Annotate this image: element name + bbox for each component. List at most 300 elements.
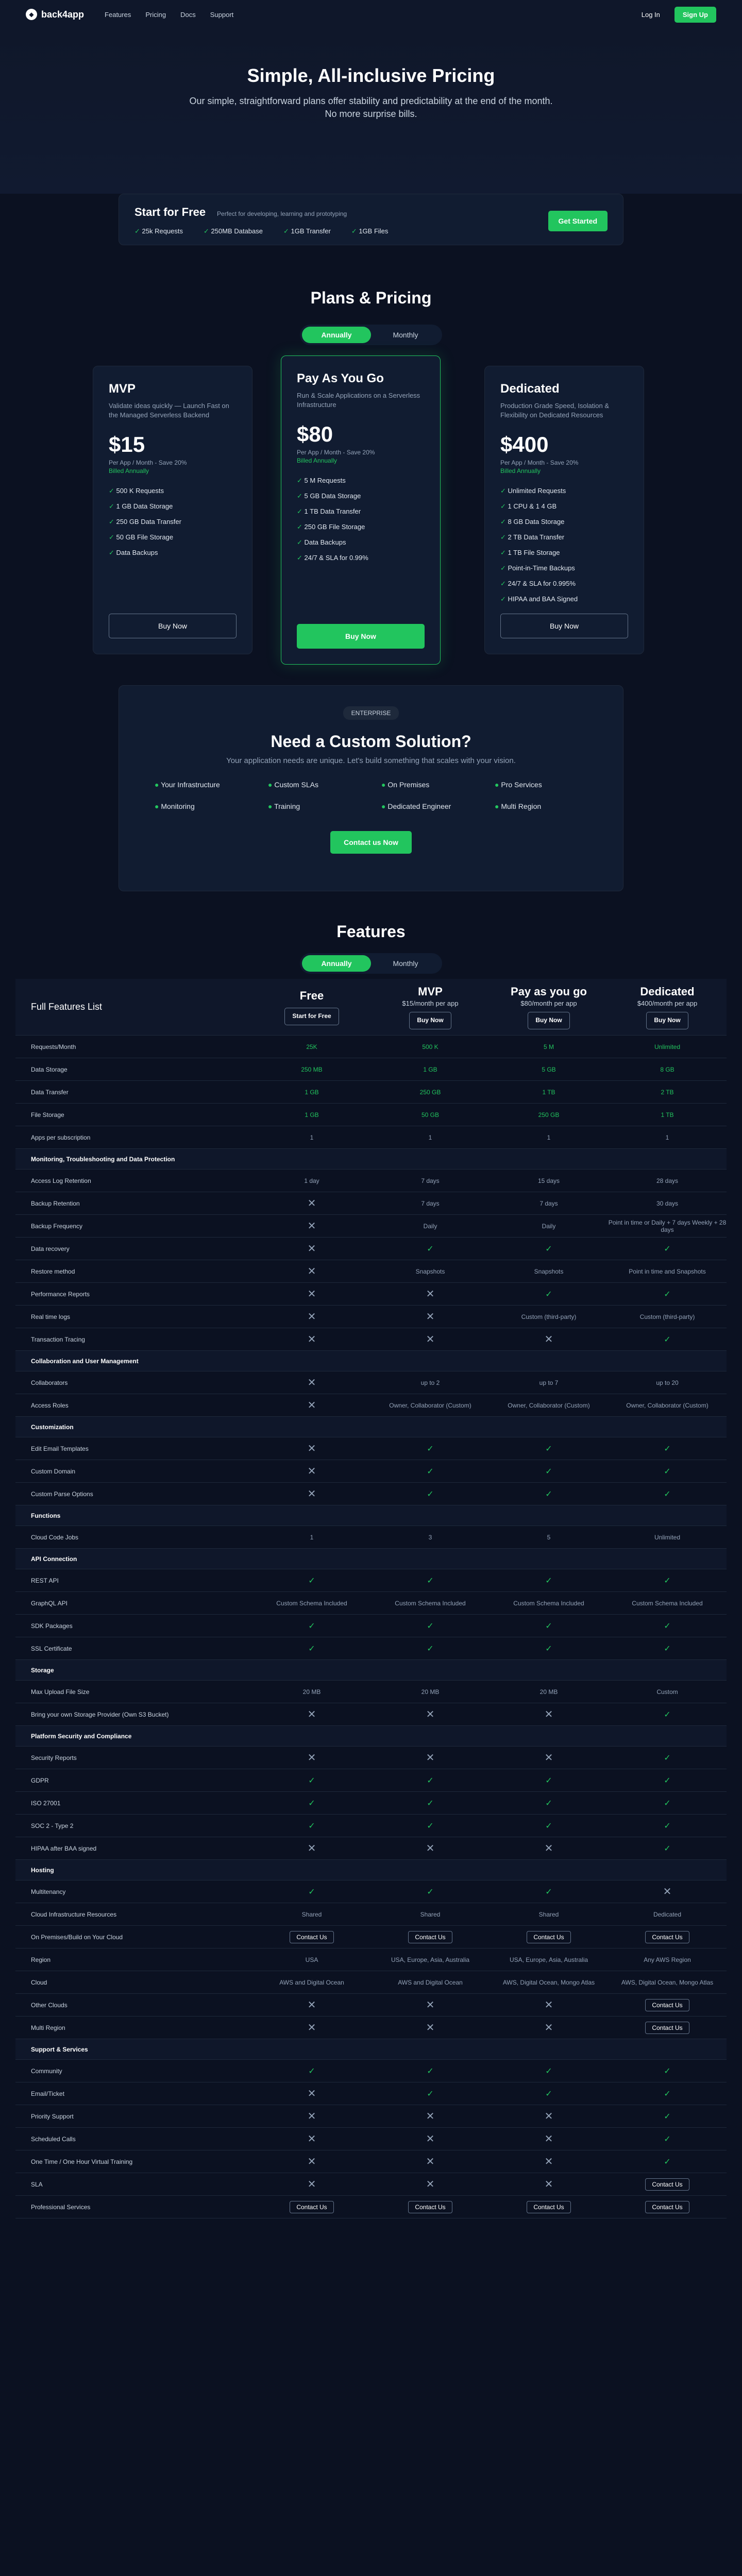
table-cell xyxy=(252,1177,371,1184)
plan-per: Per App / Month - Save 20% xyxy=(500,459,579,466)
table-cell xyxy=(371,2089,490,2099)
custom-item: ● Your Infrastructure xyxy=(155,781,247,789)
toggle-annually[interactable]: Annually xyxy=(302,955,371,972)
plan-feature: ✓ 1 TB Data Transfer xyxy=(297,507,425,516)
row-label: Security Reports xyxy=(31,1754,77,1761)
table-cell xyxy=(608,1066,727,1073)
cross-icon: ✕ xyxy=(544,2022,553,2033)
table-cell xyxy=(608,2201,727,2213)
check-icon: ✓ xyxy=(664,1335,671,1344)
check-icon: ✓ xyxy=(427,1799,434,1808)
table-cell xyxy=(490,2110,608,2123)
table-cell xyxy=(371,1402,490,1409)
toggle-monthly[interactable]: Monthly xyxy=(393,331,418,339)
buy-now-button[interactable]: Buy Now xyxy=(528,1012,569,1029)
table-cell xyxy=(608,1177,727,1184)
table-cell xyxy=(608,1843,727,1854)
table-cell xyxy=(490,2201,608,2213)
check-icon: ✓ xyxy=(664,1821,671,1831)
check-icon: ✓ xyxy=(427,1489,434,1499)
cell-value: Custom Schema Included xyxy=(632,1599,703,1607)
table-row xyxy=(15,1637,727,1660)
check-icon: ✓ xyxy=(545,1821,552,1831)
plan-name: Pay As You Go xyxy=(297,371,384,385)
contact-us-button[interactable]: Contact Us xyxy=(645,1931,689,1943)
contact-us-button[interactable]: Contact Us xyxy=(645,1999,689,2011)
table-cell xyxy=(371,1842,490,1855)
start-free-item: ✓ 1GB Transfer xyxy=(283,227,331,235)
table-cell xyxy=(252,1887,371,1897)
table-cell xyxy=(608,1534,727,1541)
table-row xyxy=(15,1283,727,1306)
table-cell xyxy=(608,1200,727,1207)
custom-item: ● Multi Region xyxy=(495,802,587,810)
table-cell xyxy=(252,1310,371,1323)
buy-now-button[interactable]: Buy Now xyxy=(297,624,425,649)
check-icon: ✓ xyxy=(545,1467,552,1476)
plan-price: $80 xyxy=(297,422,333,446)
table-cell xyxy=(608,1313,727,1320)
table-row xyxy=(15,1792,727,1815)
table-cell xyxy=(252,1979,371,1986)
table-group-row xyxy=(15,1417,727,1437)
custom-item: ● Monitoring xyxy=(155,802,247,810)
table-cell xyxy=(252,2066,371,2076)
table-row xyxy=(15,1592,727,1615)
table-cell xyxy=(371,1466,490,1477)
plan-save: Billed Annually xyxy=(500,467,541,474)
cell-value: 1 GB xyxy=(423,1065,437,1073)
table-cell xyxy=(490,1466,608,1477)
buy-now-button[interactable]: Buy Now xyxy=(646,1012,688,1029)
table-group-row xyxy=(15,1726,727,1747)
plan-save: Billed Annually xyxy=(297,457,338,464)
contact-us-button[interactable]: Contact Us xyxy=(408,1931,452,1943)
table-cell xyxy=(490,2066,608,2076)
table-cell xyxy=(608,1621,727,1631)
plan-feature: ✓ 1 GB Data Storage xyxy=(109,502,237,511)
table-row xyxy=(15,1880,727,1903)
cell-value: Shared xyxy=(420,1910,441,1918)
table-cell xyxy=(371,1998,490,2011)
table-cell xyxy=(608,1575,727,1586)
cross-icon: ✕ xyxy=(426,2179,435,2190)
table-cell xyxy=(252,2132,371,2145)
table-cell xyxy=(490,1575,608,1586)
plan-card-mvp xyxy=(93,366,252,654)
check-icon: ✓ xyxy=(664,2089,671,2098)
get-started-button[interactable]: Get Started xyxy=(548,211,608,231)
table-cell xyxy=(371,1979,490,1986)
cross-icon: ✕ xyxy=(307,2088,316,2099)
table-cell xyxy=(252,1242,371,1255)
cell-value: AWS, Digital Ocean, Mongo Atlas xyxy=(502,1978,595,1986)
table-cell xyxy=(490,2132,608,2145)
table-cell xyxy=(608,2111,727,2122)
row-label: Region xyxy=(31,1956,51,1963)
contact-us-button[interactable]: Contact Us xyxy=(645,2201,689,2213)
buy-now-button[interactable]: Buy Now xyxy=(500,614,628,638)
table-row xyxy=(15,2016,727,2039)
cell-value: Daily xyxy=(542,1222,556,1230)
table-cell xyxy=(371,1798,490,1808)
table-cell xyxy=(490,1200,608,1207)
check-icon: ✓ xyxy=(308,1821,315,1831)
toggle-monthly[interactable]: Monthly xyxy=(393,959,418,968)
custom-item: ● Pro Services xyxy=(495,781,587,789)
cross-icon: ✕ xyxy=(307,1999,316,2011)
table-cell xyxy=(608,2089,727,2099)
table-cell xyxy=(608,1775,727,1786)
check-icon: ✓ xyxy=(308,1776,315,1785)
table-cell xyxy=(252,1219,371,1232)
table-cell xyxy=(371,2110,490,2123)
cell-value: Dedicated xyxy=(653,1910,682,1918)
plan-feature: ✓ 24/7 & SLA for 0.99% xyxy=(297,554,425,562)
table-cell xyxy=(252,1487,371,1500)
cross-icon: ✕ xyxy=(544,1334,553,1345)
table-cell xyxy=(490,1289,608,1299)
table-cell xyxy=(490,1223,608,1230)
table-cell xyxy=(252,1956,371,1963)
contact-us-button[interactable]: Contact Us xyxy=(408,2201,452,2213)
cell-value: Shared xyxy=(538,1910,559,1918)
plan-feature: ✓ Data Backups xyxy=(109,549,237,557)
contact-us-button[interactable]: Contact Us xyxy=(290,2201,333,2213)
cell-value: 500 K xyxy=(422,1043,439,1050)
check-icon: ✓ xyxy=(664,1644,671,1653)
table-cell xyxy=(371,1911,490,1918)
contact-us-button[interactable]: Contact Us xyxy=(645,2178,689,2191)
table-cell xyxy=(252,1751,371,1764)
table-cell xyxy=(371,1534,490,1541)
column-free xyxy=(252,989,371,1025)
row-label: Access Roles xyxy=(31,1401,69,1409)
plan-feature: ✓ 2 TB Data Transfer xyxy=(500,533,628,541)
table-cell xyxy=(252,2087,371,2100)
table-cell xyxy=(371,2021,490,2034)
cell-value: 1 xyxy=(665,1133,669,1141)
check-icon: ✓ xyxy=(545,2089,552,2098)
check-icon: ✓ xyxy=(664,1244,671,1253)
table-cell xyxy=(490,1931,608,1943)
table-cell xyxy=(490,1402,608,1409)
cell-value: Custom Schema Included xyxy=(513,1599,584,1607)
table-row xyxy=(15,1328,727,1351)
table-cell xyxy=(252,1089,371,1096)
row-label: Cloud xyxy=(31,1978,47,1986)
plan-feature: ✓ 5 M Requests xyxy=(297,477,425,485)
buy-now-button[interactable]: Buy Now xyxy=(109,614,237,638)
column-mvp xyxy=(371,985,490,1029)
row-label: SOC 2 - Type 2 xyxy=(31,1822,74,1829)
cell-value: 250 GB xyxy=(419,1088,441,1096)
cell-value: 20 MB xyxy=(421,1688,440,1696)
cell-value: up to 7 xyxy=(539,1379,559,1386)
check-icon: ✓ xyxy=(545,1621,552,1631)
column-price: $15/month per app xyxy=(402,999,459,1007)
row-label: REST API xyxy=(31,1577,59,1584)
table-cell xyxy=(252,1197,371,1210)
table-group-row xyxy=(15,1149,727,1170)
signup-button[interactable]: Sign Up xyxy=(674,7,716,23)
table-cell xyxy=(490,1134,608,1141)
custom-solution-card xyxy=(119,685,623,891)
table-row xyxy=(15,1837,727,1860)
table-cell xyxy=(608,2134,727,2144)
check-icon: ✓ xyxy=(664,1576,671,1585)
contact-us-button[interactable]: Contact Us xyxy=(645,2022,689,2034)
cross-icon: ✕ xyxy=(307,1377,316,1388)
row-label: Data recovery xyxy=(31,1245,70,1252)
cell-value: 50 GB xyxy=(421,1111,440,1118)
row-label: Access Log Retention xyxy=(31,1177,91,1184)
plan-save: Billed Annually xyxy=(109,467,149,474)
check-icon: ✓ xyxy=(664,1444,671,1453)
cell-value: Snapshots xyxy=(534,1267,564,1275)
row-label: Scheduled Calls xyxy=(31,2135,76,2143)
cell-value: Unlimited xyxy=(654,1533,680,1541)
cell-value: 1 TB xyxy=(661,1111,674,1118)
cross-icon: ✕ xyxy=(307,1488,316,1500)
check-icon: ✓ xyxy=(427,1576,434,1585)
table-cell xyxy=(371,1379,490,1386)
cell-value: AWS and Digital Ocean xyxy=(398,1978,463,1986)
plan-desc: Validate ideas quickly — Launch Fast on the Managed Serverless Backend xyxy=(109,402,229,419)
check-icon: ✓ xyxy=(427,2066,434,2076)
table-row xyxy=(15,2128,727,2150)
group-label: Functions xyxy=(31,1512,61,1519)
check-icon: ✓ xyxy=(545,1644,552,1653)
plan-feature: ✓ 1 CPU & 1 4 GB xyxy=(500,502,628,511)
nav-actions xyxy=(633,7,716,23)
table-cell xyxy=(490,1708,608,1721)
cell-value: Unlimited xyxy=(654,1043,680,1050)
table-cell xyxy=(608,1379,727,1386)
table-row xyxy=(15,1615,727,1637)
table-cell xyxy=(252,2021,371,2034)
plan-feature: ✓ Point-in-Time Backups xyxy=(500,564,628,572)
check-icon: ✓ xyxy=(664,1467,671,1476)
table-cell xyxy=(371,2201,490,2213)
table-cell xyxy=(252,1287,371,1300)
table-cell xyxy=(490,1821,608,1831)
row-label: Cloud Infrastructure Resources xyxy=(31,1910,117,1918)
row-label: File Storage xyxy=(31,1111,64,1118)
table-cell xyxy=(371,1223,490,1230)
table-group-row xyxy=(15,1351,727,1371)
contact-us-button[interactable]: Contact Us xyxy=(290,1931,333,1943)
cross-icon: ✕ xyxy=(307,2022,316,2033)
row-label: Transaction Tracing xyxy=(31,1335,85,1343)
table-cell xyxy=(252,1134,371,1141)
table-cell xyxy=(252,1265,371,1278)
cross-icon: ✕ xyxy=(307,1466,316,1477)
nav-link-pricing[interactable]: Pricing xyxy=(145,10,166,19)
column-name: Free xyxy=(299,989,324,1003)
check-icon: ✓ xyxy=(664,1753,671,1762)
plan-feature: ✓ 250 GB File Storage xyxy=(297,523,425,531)
cell-value: 2 TB xyxy=(661,1088,674,1096)
contact-us-button[interactable]: Contact us Now xyxy=(330,831,412,854)
table-cell xyxy=(490,1979,608,1986)
start-free-item: ✓ 250MB Database xyxy=(204,227,263,235)
table-cell xyxy=(371,2132,490,2145)
row-label: GDPR xyxy=(31,1776,49,1784)
start-free-item: ✓ 1GB Files xyxy=(351,227,389,235)
cell-value: 25K xyxy=(306,1043,317,1050)
row-label: Requests/Month xyxy=(31,1043,76,1050)
table-cell xyxy=(608,1489,727,1499)
table-cell xyxy=(490,1887,608,1897)
table-cell xyxy=(252,1043,371,1050)
column-name: Pay as you go xyxy=(511,985,587,998)
table-cell xyxy=(371,1775,490,1786)
custom-subtitle: Your application needs are unique. Let's build something that scales with your vision. xyxy=(226,756,516,765)
cell-value: 28 days xyxy=(656,1177,679,1184)
plan-feature: ✓ 8 GB Data Storage xyxy=(500,518,628,526)
table-row xyxy=(15,1994,727,2016)
cross-icon: ✕ xyxy=(307,1243,316,1255)
row-label: Backup Retention xyxy=(31,1199,80,1207)
table-cell xyxy=(608,1956,727,1963)
table-cell xyxy=(490,1956,608,1963)
cell-value: 1 xyxy=(310,1533,314,1541)
table-cell xyxy=(608,1753,727,1763)
check-icon: ✓ xyxy=(664,2066,671,2076)
cross-icon: ✕ xyxy=(307,1311,316,1323)
contact-us-button[interactable]: Contact Us xyxy=(527,1931,570,1943)
cross-icon: ✕ xyxy=(426,1999,435,2011)
table-cell xyxy=(371,1200,490,1207)
cell-value: 5 M xyxy=(543,1043,554,1050)
login-link[interactable]: Log In xyxy=(641,10,660,19)
table-cell xyxy=(252,1465,371,1478)
toggle-annually[interactable]: Annually xyxy=(302,327,371,343)
table-row xyxy=(15,1081,727,1104)
group-label: Collaboration and User Management xyxy=(31,1357,139,1365)
plan-feature: ✓ 500 K Requests xyxy=(109,487,237,495)
table-cell xyxy=(371,2066,490,2076)
table-cell xyxy=(371,1244,490,1254)
check-icon: ✓ xyxy=(308,1799,315,1808)
table-cell xyxy=(252,1066,371,1073)
cross-icon: ✕ xyxy=(544,2111,553,2122)
custom-item: ● Training xyxy=(268,802,361,810)
table-cell xyxy=(371,1111,490,1118)
start-free-button[interactable]: Start for Free xyxy=(284,1008,339,1025)
cell-value: Owner, Collaborator (Custom) xyxy=(389,1401,471,1409)
cross-icon: ✕ xyxy=(307,1266,316,1277)
cell-value: USA xyxy=(305,1956,318,1963)
table-cell xyxy=(608,1268,727,1275)
table-cell xyxy=(371,1643,490,1654)
cell-value: Point in time and Snapshots xyxy=(629,1267,706,1275)
custom-item: ● Custom SLAs xyxy=(268,781,361,789)
table-cell xyxy=(490,1177,608,1184)
custom-item: ● On Premises xyxy=(381,781,474,789)
table-row xyxy=(15,1104,727,1126)
table-cell xyxy=(490,1066,608,1073)
table-cell xyxy=(252,1798,371,1808)
custom-features-grid xyxy=(119,781,623,810)
plan-feature: ✓ Data Backups xyxy=(297,538,425,547)
table-row xyxy=(15,1526,727,1549)
cell-value: 15 days xyxy=(537,1177,560,1184)
table-group-row xyxy=(15,1860,727,1880)
check-icon: ✓ xyxy=(427,1887,434,1896)
nav-link-docs[interactable]: Docs xyxy=(180,10,196,19)
table-row xyxy=(15,1815,727,1837)
table-cell xyxy=(252,1911,371,1918)
nav-link-features[interactable]: Features xyxy=(105,10,131,19)
table-body xyxy=(15,1036,727,2218)
check-icon: ✓ xyxy=(427,1467,434,1476)
table-header xyxy=(15,979,727,1036)
table-cell xyxy=(371,1043,490,1050)
contact-us-button[interactable]: Contact Us xyxy=(527,2201,570,2213)
row-label: Multitenancy xyxy=(31,1888,66,1895)
cell-value: 5 GB xyxy=(542,1065,556,1073)
table-row xyxy=(15,1260,727,1283)
cell-value: 7 days xyxy=(421,1199,440,1207)
table-cell xyxy=(490,1268,608,1275)
check-icon: ✓ xyxy=(427,2089,434,2098)
table-cell xyxy=(490,1489,608,1499)
table-row xyxy=(15,2060,727,2082)
table-cell xyxy=(371,1621,490,1631)
table-cell xyxy=(608,1219,727,1233)
row-label: Edit Email Templates xyxy=(31,1445,89,1452)
table-row xyxy=(15,1971,727,1994)
table-cell xyxy=(490,1043,608,1050)
features-title: Features xyxy=(336,922,406,941)
table-cell xyxy=(371,1066,490,1073)
table-cell xyxy=(252,1333,371,1346)
check-icon: ✓ xyxy=(545,2066,552,2076)
table-cell xyxy=(371,1333,490,1346)
nav-link-support[interactable]: Support xyxy=(210,10,234,19)
cross-icon: ✕ xyxy=(426,1334,435,1345)
cross-icon: ✕ xyxy=(544,2179,553,2190)
check-icon: ✓ xyxy=(545,1799,552,1808)
buy-now-button[interactable]: Buy Now xyxy=(409,1012,451,1029)
table-cell xyxy=(608,1043,727,1050)
cross-icon: ✕ xyxy=(544,1999,553,2011)
table-row xyxy=(15,1569,727,1592)
enterprise-badge: ENTERPRISE xyxy=(343,706,399,720)
row-label: Real time logs xyxy=(31,1313,71,1320)
table-cell xyxy=(490,2089,608,2099)
group-label: Support & Services xyxy=(31,2045,88,2053)
cross-icon: ✕ xyxy=(426,2111,435,2122)
check-icon: ✓ xyxy=(308,1621,315,1631)
table-row xyxy=(15,1483,727,1505)
cross-icon: ✕ xyxy=(544,1752,553,1764)
brand-logo[interactable] xyxy=(26,9,84,20)
table-cell xyxy=(490,1775,608,1786)
table-cell xyxy=(371,1134,490,1141)
table-row xyxy=(15,1703,727,1726)
plan-feature: ✓ 5 GB Data Storage xyxy=(297,492,425,500)
table-row xyxy=(15,1036,727,1058)
plan-name: MVP xyxy=(109,382,136,396)
table-cell xyxy=(608,1334,727,1345)
cell-value: 250 MB xyxy=(301,1065,323,1073)
table-cell xyxy=(252,1621,371,1631)
table-cell xyxy=(371,2178,490,2191)
table-cell xyxy=(371,1177,490,1184)
